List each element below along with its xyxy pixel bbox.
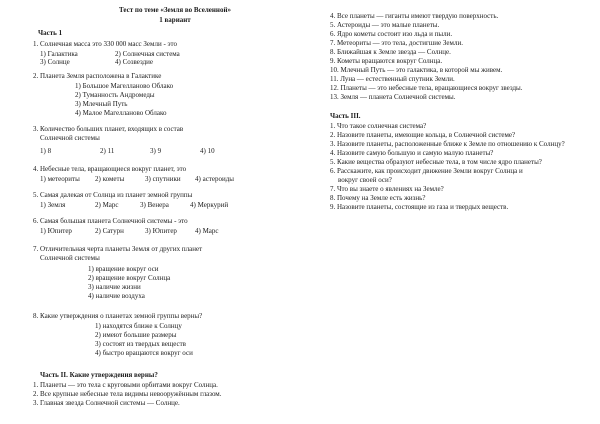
- q7-opt-2: 2) вращение вокруг Солнца: [88, 274, 171, 282]
- q5-opt-2: 2) Марс: [95, 201, 119, 209]
- q7-opt-3: 3) наличие жизни: [88, 283, 141, 291]
- right-item-12: 12. Планеты — это небесные тела, вращающиеся вокруг звезды.: [330, 84, 523, 92]
- q8-opt-1: 1) находятся ближе к Солнцу: [95, 322, 182, 330]
- question-6: 6. Самая большая планета Солнечной системы - это: [33, 217, 188, 225]
- q3-opt-4: 4) 10: [200, 147, 215, 155]
- right-item-5: 5. Астероиды — это малые планеты.: [330, 21, 440, 29]
- q3-opt-1: 1) 8: [40, 147, 52, 155]
- q2-opt-4: 4) Малое Магелланово Облако: [75, 109, 167, 117]
- question-7-cont: Солнечной системы: [40, 254, 100, 262]
- doc-title: Тест по теме «Земля во Вселенной»: [119, 6, 231, 14]
- q1-opt-2: 2) Солнечная система: [115, 50, 180, 58]
- part-b-heading: Часть II. Какие утверждения верны?: [40, 371, 158, 379]
- q6-opt-4: 4) Марс: [195, 227, 219, 235]
- q8-opt-4: 4) быстро вращаются вокруг оси: [95, 349, 193, 357]
- right-item-8: 8. Ближайшая к Земле звезда — Солнце.: [330, 48, 451, 56]
- part-b-item-2: 2. Все крупные небесные тела видимы невооружённым глазом.: [33, 390, 222, 398]
- q7-opt-4: 4) наличие воздуха: [88, 292, 145, 300]
- q5-opt-1: 1) Земля: [40, 201, 66, 209]
- doc-variant: 1 вариант: [159, 16, 191, 24]
- q4-opt-3: 3) спутники: [145, 175, 181, 183]
- right-item-13: 13. Земля — планета Солнечной системы.: [330, 93, 456, 101]
- part-c-item-5: 5. Какие вещества образуют небесные тела, в том числе ядро планеты?: [330, 158, 542, 166]
- question-1: 1. Солнечная масса это 330 000 масс Земли - это: [33, 40, 177, 48]
- right-item-9: 9. Кометы вращаются вокруг Солнца.: [330, 57, 443, 65]
- q5-opt-4: 4) Меркурий: [190, 201, 229, 209]
- q1-opt-1: 1) Галактика: [40, 50, 78, 58]
- right-item-11: 11. Луна — естественный спутник Земли.: [330, 75, 455, 83]
- question-8: 8. Какие утверждения о планетах земной группы верны?: [33, 312, 203, 320]
- part-c-item-6-cont: вокруг своей оси?: [338, 176, 392, 184]
- part-a-heading: Часть 1: [38, 29, 63, 37]
- question-5: 5. Самая далекая от Солнца из планет земной группы: [33, 191, 193, 199]
- part-c-item-3: 3. Назовите планеты, расположенные ближе к Земле по отношению к Солнцу?: [330, 140, 565, 148]
- q4-opt-4: 4) астероиды: [195, 175, 234, 183]
- right-item-4: 4. Все планеты — гиганты имеют твердую поверхность.: [330, 12, 499, 20]
- q2-opt-2: 2) Туманность Андромеды: [75, 91, 155, 99]
- question-7: 7. Отличительная черта планеты Земля от других планет: [33, 245, 203, 253]
- q8-opt-3: 3) состоят из твердых веществ: [95, 340, 186, 348]
- q6-opt-3: 3) Юпитер: [145, 227, 177, 235]
- part-c-item-1: 1. Что такое солнечная система?: [330, 122, 427, 130]
- q5-opt-3: 3) Венера: [140, 201, 169, 209]
- question-4: 4. Небесные тела, вращающиеся вокруг планет, это: [33, 165, 187, 173]
- part-c-item-6: 6. Расскажите, как происходит движение Земли вокруг Солнца и: [330, 167, 523, 175]
- q6-opt-2: 2) Сатурн: [95, 227, 124, 235]
- q2-opt-3: 3) Млечный Путь: [75, 100, 128, 108]
- q7-opt-1: 1) вращение вокруг оси: [88, 265, 159, 273]
- right-item-7: 7. Метеориты — это тела, достигшие Земли.: [330, 39, 463, 47]
- q3-opt-2: 2) 11: [100, 147, 115, 155]
- q3-opt-3: 3) 9: [150, 147, 162, 155]
- question-3-cont: Солнечной системы: [40, 134, 100, 142]
- q1-opt-3: 3) Солнце: [40, 58, 70, 66]
- part-c-item-9: 9. Назовите планеты, состоящие из газа и твердых веществ.: [330, 203, 509, 211]
- part-c-heading: Часть III.: [330, 112, 361, 120]
- q6-opt-1: 1) Юпитер: [40, 227, 72, 235]
- part-c-item-2: 2. Назовите планеты, имеющие кольца, в Солнечной системе?: [330, 131, 516, 139]
- q2-opt-1: 1) Большое Магелланово Облако: [75, 82, 174, 90]
- q4-opt-2: 2) кометы: [95, 175, 125, 183]
- part-b-item-3: 3. Главная звезда Солнечной системы — Солнце.: [33, 399, 180, 407]
- q4-opt-1: 1) метеориты: [40, 175, 80, 183]
- part-b-item-1: 1. Планеты — это тела с круговыми орбитами вокруг Солнца.: [33, 381, 218, 389]
- q1-opt-4: 4) Созвездие: [115, 58, 154, 66]
- right-item-6: 6. Ядро кометы состоит изо льда и пыли.: [330, 30, 453, 38]
- part-c-item-7: 7. Что вы знаете о явлениях на Земле?: [330, 185, 444, 193]
- question-3: 3. Количество больших планет, входящих в состав: [33, 125, 184, 133]
- part-c-item-8: 8. Почему на Земле есть жизнь?: [330, 194, 426, 202]
- q8-opt-2: 2) имеют большие размеры: [95, 331, 177, 339]
- right-item-10: 10. Млечный Путь — это галактика, в которой мы живем.: [330, 66, 503, 74]
- question-2: 2. Планета Земля расположена в Галактике: [33, 72, 162, 80]
- part-c-item-4: 4. Назовите самую большую и самую малую планеты?: [330, 149, 494, 157]
